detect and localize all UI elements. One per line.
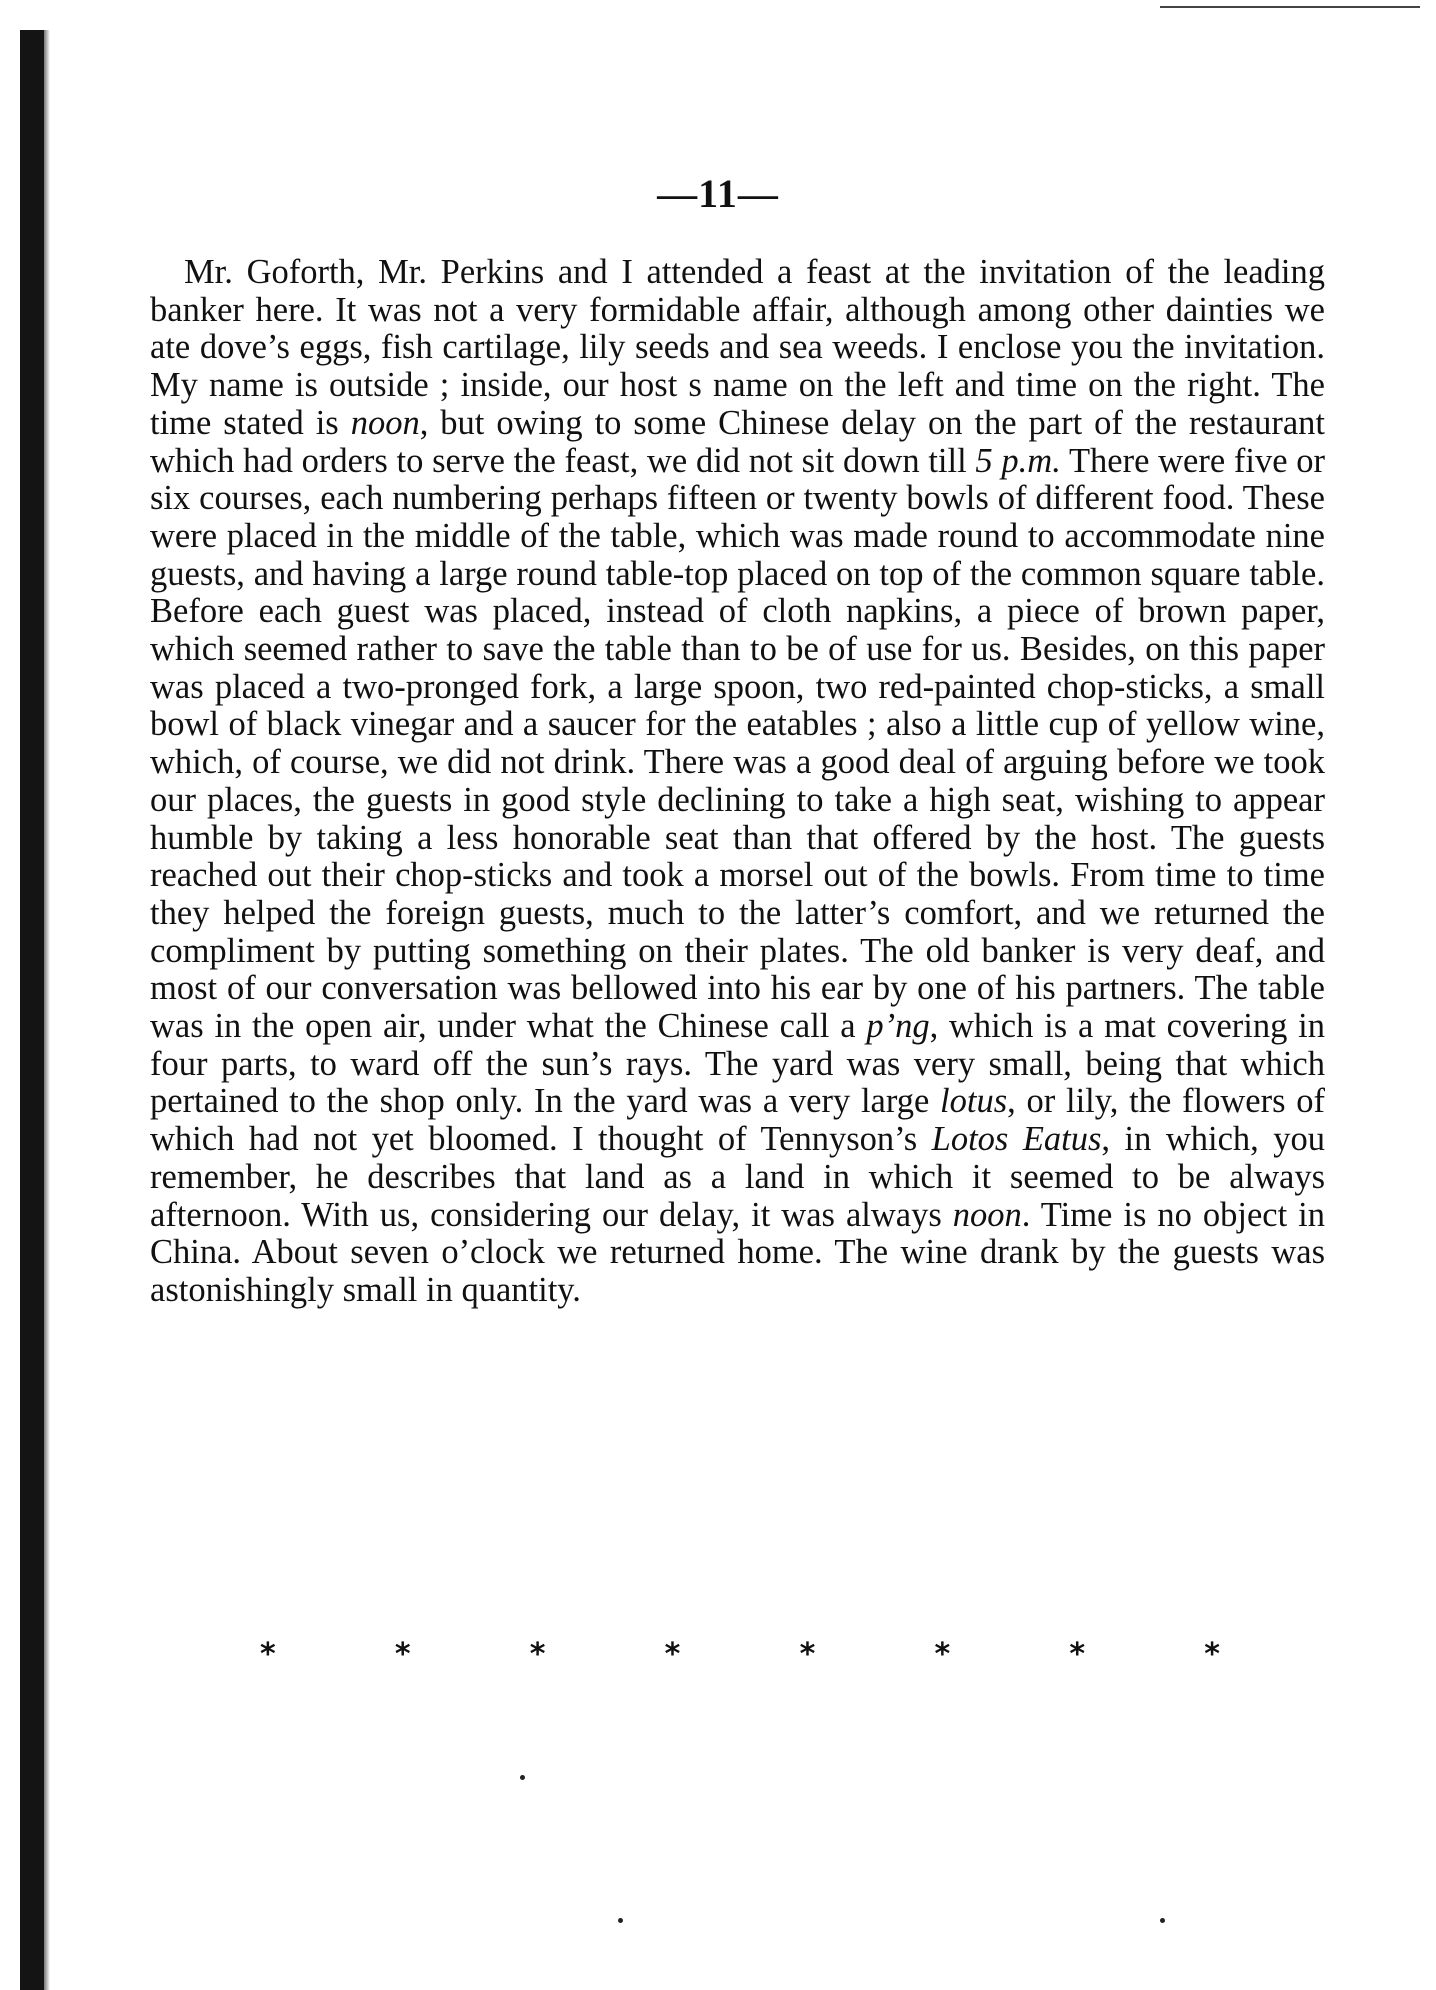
asterisk: * [1204,1637,1220,1672]
text-run: , in which, you remember, he describes that land as a land in which it seemed to be always afternoon. With us, considering our delay, it was always [150,1120,1325,1234]
text-run: Mr. Goforth, Mr. Perkins and I attended a feast at the invitation of the leading banker here. It was not a very formidable affair, although among other dainties we ate dove’s eggs, fish cartilage, lily seeds and sea weeds. I enclose you the invitation. My name is outside ; inside, our host s name on the left and time on the right. The time stated is [150,253,1325,442]
text-run: , or lily, the flowers of which had not yet bloomed. I thought of Tennyson’s [150,1082,1326,1159]
asterisk: * [529,1637,546,1672]
body-paragraph [150,254,1325,1310]
italic-text-run: p’ng [866,1007,930,1046]
asterisk: * [394,1637,411,1672]
print-speck [618,1918,623,1923]
italic-text-run: noon [952,1195,1022,1234]
italic-text-run: 5 p.m. [975,441,1061,480]
top-rule [1160,6,1420,8]
italic-text-run: noon [350,403,420,442]
asterisk: * [260,1637,276,1672]
asterisk: * [664,1637,681,1672]
asterisk: * [934,1637,951,1672]
print-speck [1160,1918,1165,1923]
text-run: . Time is no object in China. About seven o’clock we returned home. The wine drank by the guests was astonishingly small in quantity. [150,1195,1325,1309]
italic-text-run: Lotos Eatus [931,1120,1102,1159]
asterisk: * [799,1637,816,1672]
section-break-asterisks [260,1637,1220,1672]
text-run: , which is a mat covering in four parts, to ward off the sun’s rays. The yard was very small, being that which pertained to the shop only. In the yard was a very large [150,1007,1325,1121]
italic-text-run: lotus [940,1082,1008,1121]
text-run: , but owing to some Chinese delay on the part of the restaurant which had orders to serve the feast, we did not sit down till [150,403,1325,480]
print-speck [520,1775,525,1780]
text-run: There were five or six courses, each numbering perhaps fifteen or twenty bowls of different food. These were placed in the middle of the table, which was made round to accommodate nine guests, and having a large round table-top placed on top of the common square table. Before each guest was placed, instead of cloth napkins, a piece of brown paper, which seemed rather to save the table than to be of use for us. Besides, on this paper was placed a two-pronged fork, a large spoon, two red-painted chop-sticks, a small bowl of black vinegar and a saucer for the eatables ; also a little cup of yellow wine, which, of course, we did not drink. There was a good deal of arguing before we took our places, the guests in good style declining to take a high seat, wishing to appear humble by taking a less honorable seat than that offered by the host. The guests reached out their chop-sticks and took a morsel out of the bowls. From time to time they helped the foreign guests, much to the latter’s comfort, and we returned the compliment by putting something on their plates. The old banker is very deaf, and most of our conversation was bellowed into his ear by one of his partners. The table was in the open air, under what the Chinese call a [150,441,1325,1046]
asterisk: * [1069,1637,1086,1672]
binding-edge [20,30,44,1990]
page-number: —11— [657,171,779,216]
